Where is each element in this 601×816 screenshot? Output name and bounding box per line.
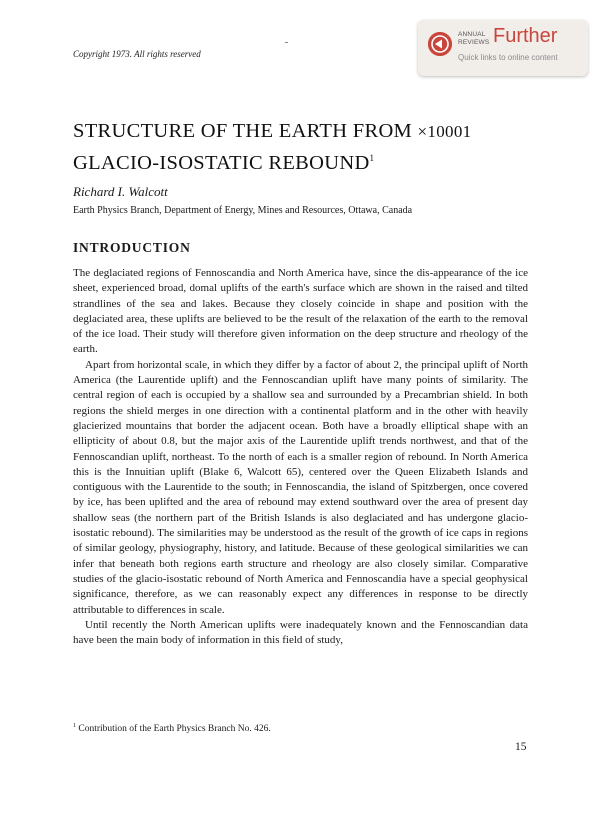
further-title: Further <box>493 25 558 47</box>
page-number: 15 <box>515 741 527 753</box>
title-footnote-mark: 1 <box>369 153 375 163</box>
section-heading: INTRODUCTION <box>73 240 191 255</box>
paragraph: The deglaciated regions of Fennoscandia and North America have, since the dis-appearance of the ice sheet, experienced broad, domal uplifts of the earth's surface which are shown in the raised and tilted strandlines of the sea and lakes. Because they closely coincide in shape and position with the deglaciated area, these uplifts are believed to be the result of the relaxation of the earth to the removal of the ice load. Their study will therefore given information on the deep structure and rheology of the earth. <box>73 267 528 356</box>
title-number: ×10001 <box>417 122 472 141</box>
paragraph: Apart from horizontal scale, in which they differ by a factor of about 2, the principal uplift of North America (the Laurentide uplift) and the Fennoscandian uplift have many points of similarity. The central region of each is occupied by a shallow sea and surrounded by a Precambrian shield. In both regions the shield merges in one direction with a continental platform and in the other with heavily glacierized mountains that border the adjacent ocean. Both have a broadly elliptical shape with an ellipticity of about 0.8, but the major axis of the Laurentide uplift trends northwest, and that of the Fennoscandian uplift, northeast. To the north of each is a smaller region of rebound. In North America this is the Innuitian uplift (Blake 6, Walcott 65), centered over the Queen Elizabeth Islands and contiguous with the Laurentide to the south; in Fennoscandia, the island of Spitzbergen, once covered by ice, has been uplifted and the area of rebound may extend southward over the area of present day shallow seas (the northern part of the British Islands is also deglaciated and has undergone glacio-isostatic rebound). The similarities may be understood as the result of the growth of ice caps in regions of similar geology, physiography, history, and latitude. Because of these geological similarities we can infer that beneath both regions earth structure and rheology are also closely similar. Comparative studies of the glacio-isostatic rebound of North America and Fennoscandia have a special geophysical significance, therefore, as we can reasonably expect any differences in response to be directly attributable to differences in scale. <box>73 358 528 616</box>
annual-reviews-label: ANNUAL REVIEWS <box>458 31 490 46</box>
scan-mark <box>285 42 288 43</box>
author-affiliation: Earth Physics Branch, Department of Energy, Mines and Resources, Ottawa, Canada <box>73 205 413 216</box>
author-name: Richard I. Walcott <box>73 184 168 199</box>
further-badge-link[interactable] <box>418 20 588 76</box>
title-line-1: STRUCTURE OF THE EARTH FROM <box>73 120 413 142</box>
footnote <box>73 723 271 734</box>
paragraph: Until recently the North American uplifts were inadequately known and the Fennoscandian data have been the main body of information in this field of study, <box>73 618 528 647</box>
title-line-2: GLACIO-ISOSTATIC REBOUND <box>73 151 370 174</box>
body-text <box>73 266 528 648</box>
play-back-icon <box>428 32 452 56</box>
footnote-mark: 1 <box>73 723 76 729</box>
article-title <box>73 118 543 177</box>
copyright-notice: Copyright 1973. All rights reserved <box>73 49 201 59</box>
footnote-text: Contribution of the Earth Physics Branch No. 426. <box>78 724 271 735</box>
further-subtitle: Quick links to online content <box>458 53 558 62</box>
